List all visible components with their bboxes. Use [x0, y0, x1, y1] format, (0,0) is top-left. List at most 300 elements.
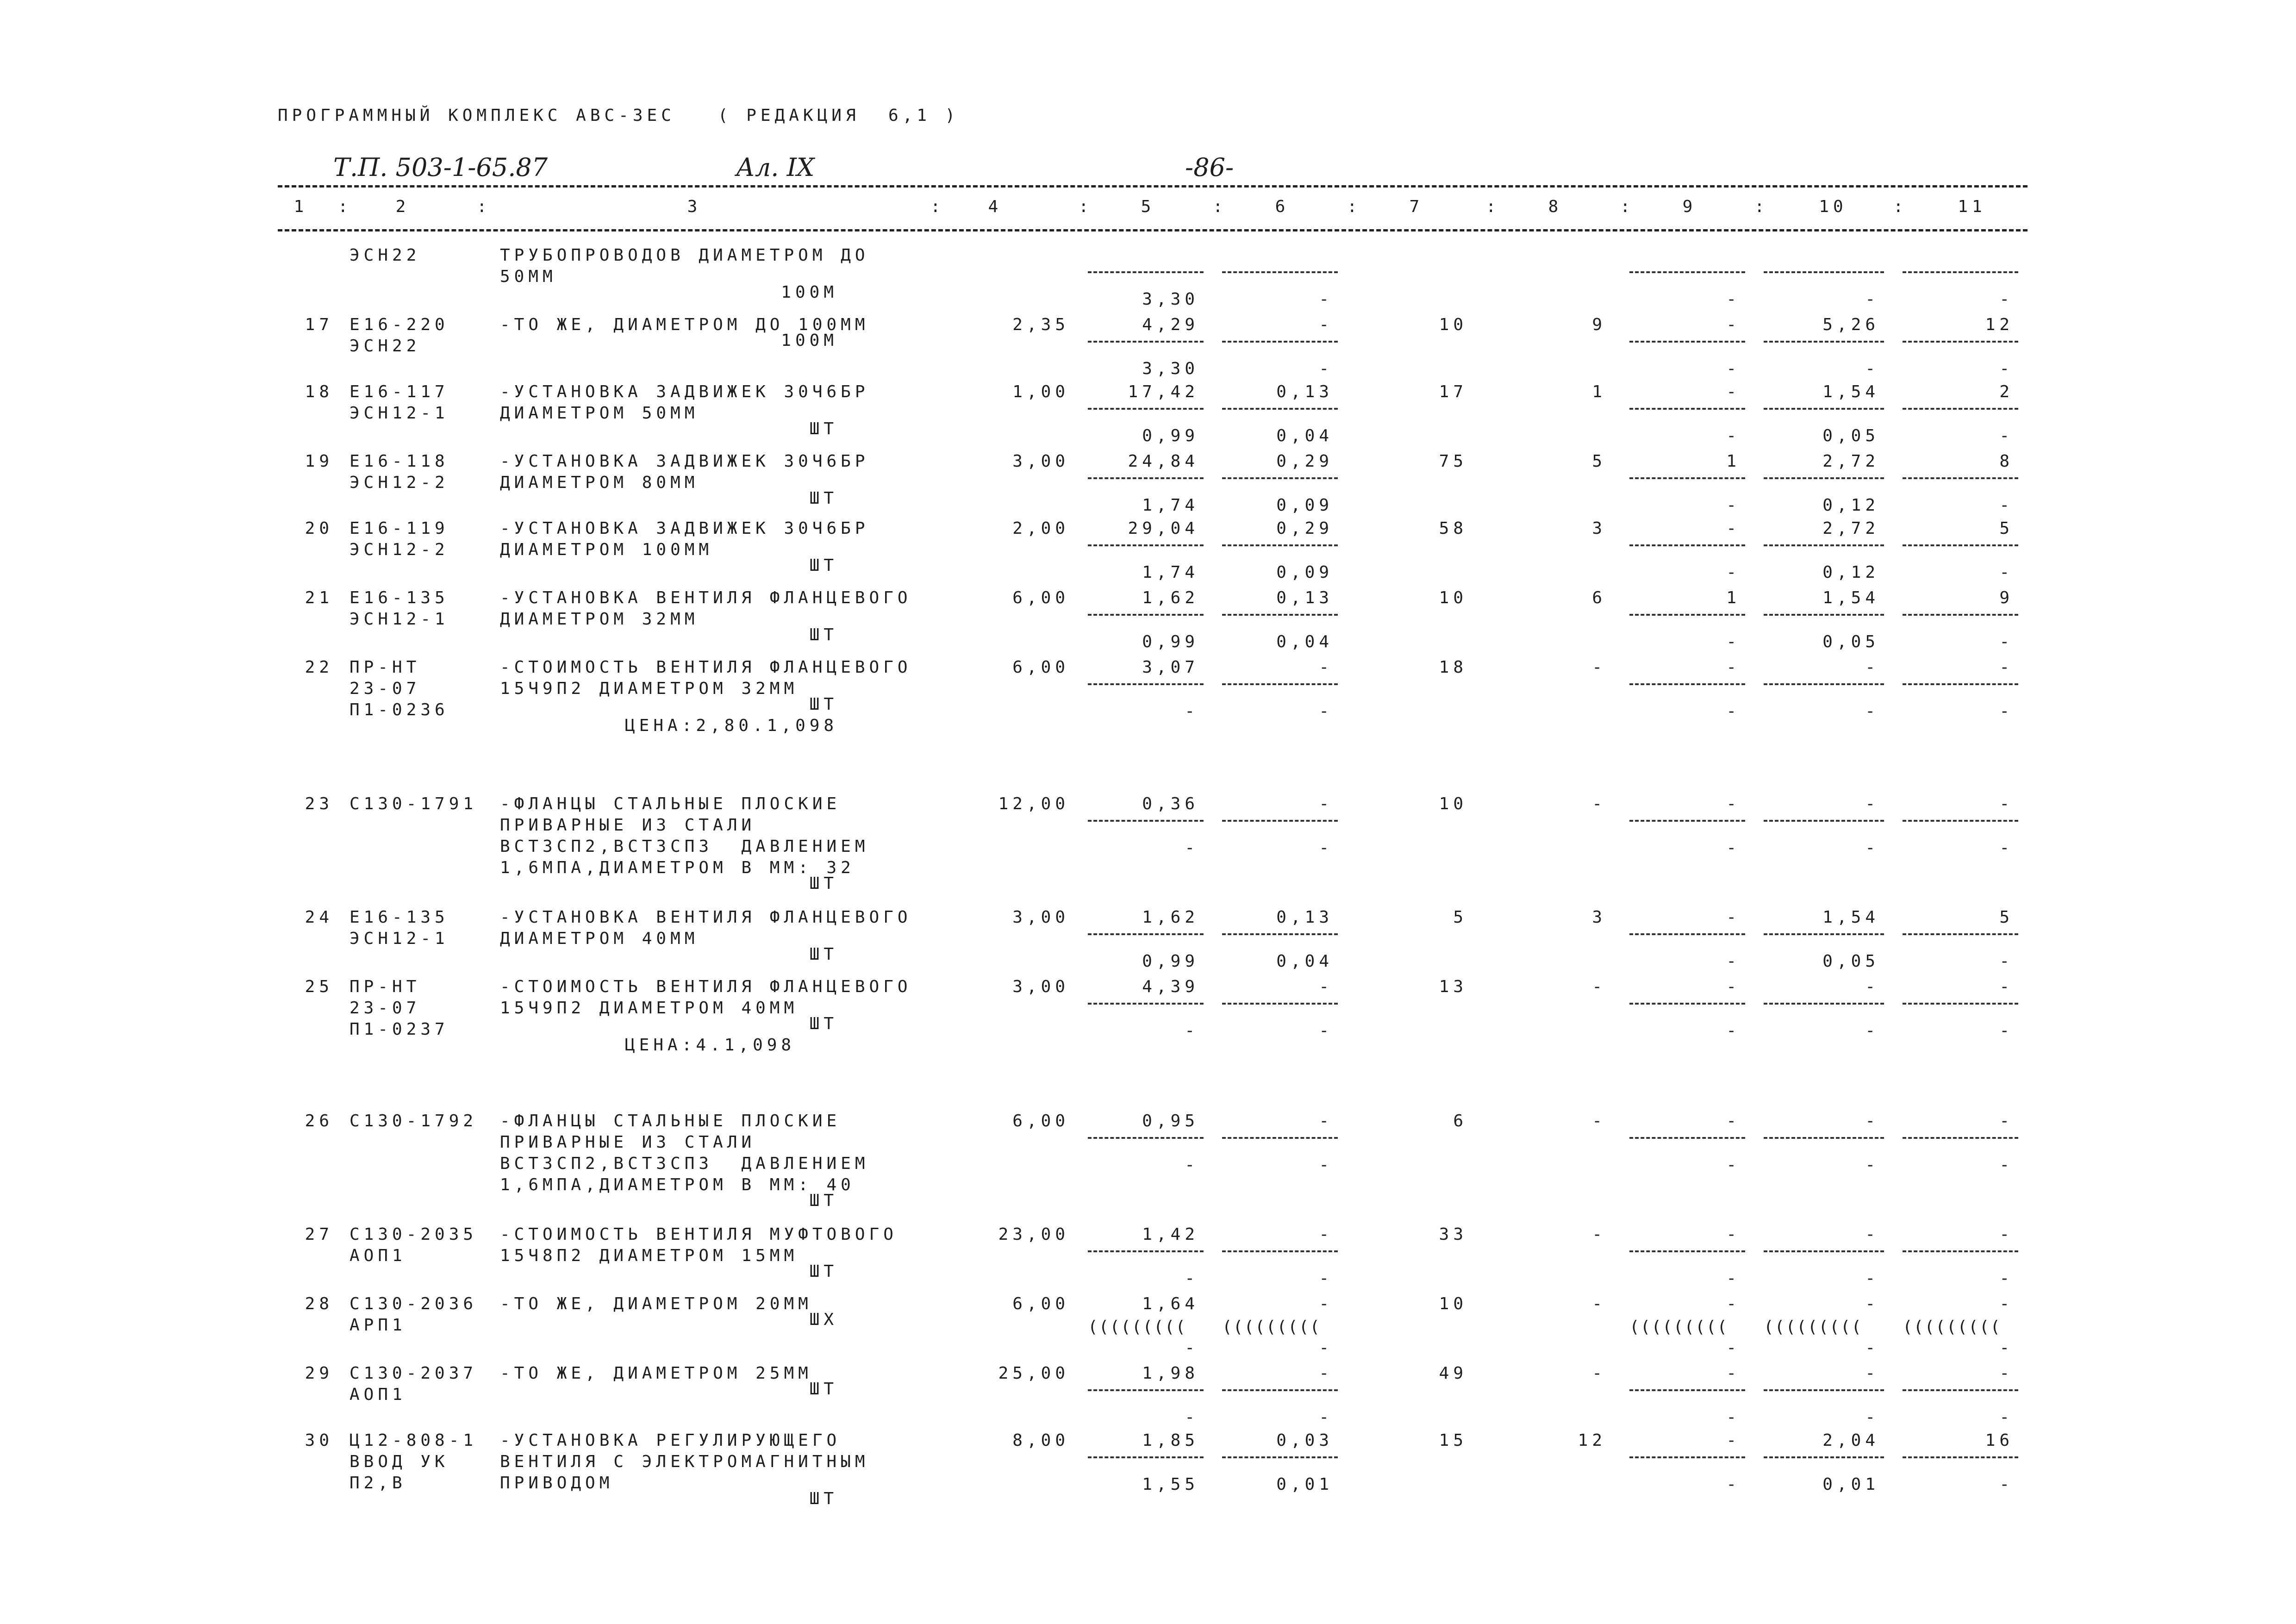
value-c9-second: - [1726, 1338, 1741, 1357]
rate-code: С130-2037 [349, 1364, 478, 1383]
row-number: 21 [305, 588, 333, 607]
rate-code: 23-07 [349, 999, 421, 1018]
value-c11: - [1999, 658, 2014, 677]
dashed-separator: ((((((((( [1903, 1318, 2002, 1337]
value-c10-second: - [1865, 1021, 1879, 1040]
work-name: ВСТ3СП2,ВСТ3СП3 ДАВЛЕНИЕМ [500, 837, 869, 856]
row-number: 24 [305, 908, 333, 927]
row-number: 19 [305, 452, 333, 471]
row-number: 25 [305, 977, 333, 996]
value-c5: 1,98 [1142, 1364, 1199, 1383]
dashed-separator [1903, 820, 2018, 822]
value-c9-second: - [1726, 359, 1741, 378]
value-c5-second: - [1185, 1156, 1199, 1174]
value-c9-second: - [1726, 426, 1741, 445]
document-code: Т.П. 503-1-65.87 [333, 153, 548, 182]
value-c11-second: - [1999, 1156, 2014, 1174]
value-c9-second: - [1726, 952, 1741, 971]
dashed-separator [1764, 271, 1884, 273]
value-c11: - [1999, 1225, 2014, 1244]
quantity: 12,00 [998, 794, 1069, 813]
value-c5: 4,29 [1142, 315, 1199, 334]
value-c10: - [1865, 977, 1879, 996]
dashed-separator [1629, 820, 1745, 822]
rate-code: ЭСН12-2 [349, 473, 449, 492]
value-c11-second: - [1999, 702, 2014, 721]
value-c6: - [1319, 1225, 1333, 1244]
dashed-separator [1903, 408, 2018, 410]
quantity: 6,00 [1012, 1112, 1069, 1131]
value-c6: - [1319, 1364, 1333, 1383]
column-header-10: 10 [1819, 197, 1847, 216]
quantity: 6,00 [1012, 1294, 1069, 1313]
value-c9: - [1726, 1364, 1741, 1383]
value-c5-second: 0,99 [1142, 952, 1199, 971]
unit-price: ЦЕНА:2,80.1,098 [625, 716, 838, 735]
work-name: 15Ч8П2 ДИАМЕТРОМ 15ММ [500, 1246, 799, 1265]
value-c9-second: - [1726, 496, 1741, 515]
dashed-separator [1629, 271, 1745, 273]
value-c7: 15 [1439, 1431, 1467, 1450]
dashed-separator [1764, 1137, 1884, 1139]
column-header-1: 1 [293, 197, 308, 216]
work-name: -УСТАНОВКА ВЕНТИЛЯ ФЛАНЦЕВОГО [500, 588, 912, 607]
work-name: -СТОИМОСТЬ ВЕНТИЛЯ МУФТОВОГО [500, 1225, 898, 1244]
dashed-separator [1629, 341, 1745, 343]
value-c11-second: - [1999, 359, 2014, 378]
rate-code: Е16-220 [349, 315, 449, 334]
value-c9-second: - [1726, 1021, 1741, 1040]
value-c9: - [1726, 794, 1741, 813]
dashed-separator [1629, 1250, 1745, 1252]
column-separator: : [1893, 197, 1908, 216]
unit-of-measure: ШТ [809, 1380, 838, 1399]
value-c11-second: - [1999, 1021, 2014, 1040]
rate-code: Ц12-808-1 [349, 1431, 478, 1450]
rate-code: П2,В [349, 1474, 406, 1493]
dashed-separator [1222, 683, 1338, 685]
value-c11-second: - [1999, 496, 2014, 515]
value-c9: - [1726, 382, 1741, 401]
value-c7: 10 [1439, 794, 1467, 813]
quantity: 2,35 [1012, 315, 1069, 334]
column-header-2: 2 [395, 197, 410, 216]
value-c9-second: - [1726, 1408, 1741, 1427]
work-name: ДИАМЕТРОМ 80ММ [500, 473, 699, 492]
value-c11-second: - [1999, 952, 2014, 971]
value-c10-second: 0,05 [1822, 952, 1879, 971]
value-c6: 0,29 [1276, 452, 1333, 471]
value-c7: 6 [1453, 1112, 1467, 1131]
unit-of-measure: ШТ [809, 489, 838, 508]
value-c11: 8 [1999, 452, 2014, 471]
value-c11: 12 [1985, 315, 2014, 334]
dashed-separator [1222, 408, 1338, 410]
work-name: -УСТАНОВКА ЗАДВИЖЕК 30Ч6БР [500, 452, 869, 471]
value-c11: - [1999, 794, 2014, 813]
value-c5: 29,04 [1128, 519, 1199, 538]
value-c5-second: 1,55 [1142, 1475, 1199, 1494]
value-c11-second: - [1999, 1338, 2014, 1357]
dashed-separator [1222, 614, 1338, 616]
value-c6-second: - [1319, 1156, 1333, 1174]
rate-code: Е16-135 [349, 908, 449, 927]
dashed-separator [1629, 1456, 1745, 1458]
value-c5-second: - [1185, 702, 1199, 721]
column-header-5: 5 [1141, 197, 1155, 216]
value-c10: 1,54 [1822, 908, 1879, 927]
value-c9-second: - [1726, 1475, 1741, 1494]
dashed-separator [1903, 544, 2018, 546]
value-c8: 5 [1592, 452, 1606, 471]
work-name: -УСТАНОВКА ЗАДВИЖЕК 30Ч6БР [500, 519, 869, 538]
dashed-separator [1088, 820, 1204, 822]
value-c11: 16 [1985, 1431, 2014, 1450]
work-name: ПРИВАРНЫЕ ИЗ СТАЛИ [500, 816, 756, 835]
value-c6: - [1319, 977, 1333, 996]
value-c5: 3,07 [1142, 658, 1199, 677]
program-header: ПРОГРАММНЫЙ КОМПЛЕКС АВС-ЗЕС ( РЕДАКЦИЯ 6,1 ) [278, 106, 960, 125]
value-c5-second: 1,74 [1142, 563, 1199, 582]
work-name: 15Ч9П2 ДИАМЕТРОМ 40ММ [500, 999, 799, 1018]
rate-code: ЭСН12-1 [349, 404, 449, 423]
dashed-separator [1764, 820, 1884, 822]
value-c6-second: 0,04 [1276, 952, 1333, 971]
column-separator: : [1754, 197, 1769, 216]
dashed-separator [1629, 614, 1745, 616]
unit-of-measure: ШТ [809, 874, 838, 893]
value-c11-second: - [1999, 563, 2014, 582]
value-c9-second: - [1726, 632, 1741, 651]
work-name: -СТОИМОСТЬ ВЕНТИЛЯ ФЛАНЦЕВОГО [500, 977, 912, 996]
dashed-separator: ((((((((( [1764, 1318, 1863, 1337]
dashed-separator [1088, 271, 1204, 273]
value-c5-second: - [1185, 1338, 1199, 1357]
value-c10-second: - [1865, 838, 1879, 857]
value-c5-second: 3,30 [1142, 290, 1199, 309]
value-c6: - [1319, 658, 1333, 677]
row-number: 23 [305, 794, 333, 813]
work-name: ПРИВОДОМ [500, 1474, 614, 1493]
rate-code: Е16-117 [349, 382, 449, 401]
column-header-6: 6 [1275, 197, 1290, 216]
value-c10-second: - [1865, 1338, 1879, 1357]
value-c9: - [1726, 315, 1741, 334]
value-c8: 9 [1592, 315, 1606, 334]
rate-code: ЭСН12-1 [349, 610, 449, 629]
rate-code: С130-2035 [349, 1225, 478, 1244]
value-c5: 0,36 [1142, 794, 1199, 813]
value-c9-second: - [1726, 838, 1741, 857]
rate-code: ПР-НТ [349, 658, 421, 677]
dashed-separator [1764, 477, 1884, 479]
value-c5: 17,42 [1128, 382, 1199, 401]
column-header-7: 7 [1409, 197, 1424, 216]
column-separator: : [1620, 197, 1635, 216]
value-c11: 2 [1999, 382, 2014, 401]
value-c5-second: - [1185, 1408, 1199, 1427]
value-c10-second: 0,01 [1822, 1475, 1879, 1494]
value-c6-second: - [1319, 702, 1333, 721]
value-c10-second: - [1865, 290, 1879, 309]
value-c11: 5 [1999, 519, 2014, 538]
unit-of-measure: ШТ [809, 419, 838, 438]
dashed-separator [1903, 1389, 2018, 1391]
dashed-separator [1222, 1456, 1338, 1458]
value-c9-second: - [1726, 1156, 1741, 1174]
work-name: ДИАМЕТРОМ 50ММ [500, 404, 699, 423]
value-c10-second: - [1865, 359, 1879, 378]
quantity: 23,00 [998, 1225, 1069, 1244]
work-name: ДИАМЕТРОМ 100ММ [500, 540, 713, 559]
value-c5: 24,84 [1128, 452, 1199, 471]
dashed-separator [1764, 933, 1884, 935]
value-c10: - [1865, 1364, 1879, 1383]
work-name: 15Ч9П2 ДИАМЕТРОМ 32ММ [500, 679, 799, 698]
value-c10: 2,04 [1822, 1431, 1879, 1450]
value-c8: - [1592, 1225, 1606, 1244]
work-name: -ФЛАНЦЫ СТАЛЬНЫЕ ПЛОСКИЕ [500, 794, 841, 813]
rate-code: ЭСН12-1 [349, 929, 449, 948]
value-c10-second: 0,12 [1822, 563, 1879, 582]
value-c11: - [1999, 1294, 2014, 1313]
column-header-4: 4 [988, 197, 1003, 216]
dashed-separator [1088, 1003, 1204, 1005]
dashed-separator [1222, 1137, 1338, 1139]
value-c8: 12 [1578, 1431, 1606, 1450]
dashed-separator [1629, 1389, 1745, 1391]
rate-code: С130-2036 [349, 1294, 478, 1313]
value-c8: - [1592, 977, 1606, 996]
dashed-separator [1764, 408, 1884, 410]
column-header-11: 11 [1958, 197, 1986, 216]
value-c10-second: 0,05 [1822, 632, 1879, 651]
rate-code: ЭСН12-2 [349, 540, 449, 559]
value-c6: 0,03 [1276, 1431, 1333, 1450]
work-name: 1,6МПА,ДИАМЕТРОМ В ММ: 32 [500, 858, 855, 877]
rate-code: П1-0237 [349, 1020, 449, 1039]
value-c6: 0,13 [1276, 382, 1333, 401]
unit-of-measure: 100М [781, 283, 838, 302]
column-separator: : [1486, 197, 1500, 216]
work-name: -УСТАНОВКА ЗАДВИЖЕК 30Ч6БР [500, 382, 869, 401]
quantity: 6,00 [1012, 588, 1069, 607]
dashed-separator [1222, 1003, 1338, 1005]
quantity: 25,00 [998, 1364, 1069, 1383]
dashed-separator [1629, 408, 1745, 410]
value-c8: 3 [1592, 519, 1606, 538]
value-c10: - [1865, 658, 1879, 677]
dashed-separator [1088, 933, 1204, 935]
dashed-separator [1222, 820, 1338, 822]
rate-code: АРП1 [349, 1316, 406, 1335]
value-c10-second: - [1865, 1269, 1879, 1288]
row-number: 27 [305, 1225, 333, 1244]
value-c9: 1 [1726, 588, 1741, 607]
header-bottom-rule [278, 229, 2028, 231]
unit-price: ЦЕНА:4.1,098 [625, 1036, 796, 1055]
dashed-separator [1764, 683, 1884, 685]
value-c9: - [1726, 908, 1741, 927]
rate-code: ПР-НТ [349, 977, 421, 996]
value-c9-second: - [1726, 702, 1741, 721]
column-separator: : [1347, 197, 1361, 216]
value-c8: 1 [1592, 382, 1606, 401]
work-name: ДИАМЕТРОМ 32ММ [500, 610, 699, 629]
value-c7: 49 [1439, 1364, 1467, 1383]
work-name: ВЕНТИЛЯ С ЭЛЕКТРОМАГНИТНЫМ [500, 1452, 869, 1471]
value-c9: - [1726, 977, 1741, 996]
quantity: 6,00 [1012, 658, 1069, 677]
quantity: 2,00 [1012, 519, 1069, 538]
dashed-separator [1088, 341, 1204, 343]
work-name: 50ММ [500, 267, 557, 286]
value-c10-second: 0,05 [1822, 426, 1879, 445]
value-c11: - [1999, 1364, 2014, 1383]
dashed-separator [1088, 544, 1204, 546]
rate-code: АОП1 [349, 1246, 406, 1265]
value-c6-second: 0,04 [1276, 632, 1333, 651]
value-c9: 1 [1726, 452, 1741, 471]
value-c10: 1,54 [1822, 588, 1879, 607]
column-separator: : [1213, 197, 1227, 216]
value-c10: 1,54 [1822, 382, 1879, 401]
dashed-separator [1222, 1389, 1338, 1391]
value-c10: - [1865, 1294, 1879, 1313]
quantity: 3,00 [1012, 977, 1069, 996]
row-number: 18 [305, 382, 333, 401]
rate-code: 23-07 [349, 679, 421, 698]
value-c9: - [1726, 519, 1741, 538]
value-c10: - [1865, 1112, 1879, 1131]
dashed-separator [1088, 1389, 1204, 1391]
rate-code: ВВОД УК [349, 1452, 449, 1471]
rate-code: Е16-119 [349, 519, 449, 538]
value-c6-second: - [1319, 838, 1333, 857]
value-c9: - [1726, 1225, 1741, 1244]
dashed-separator [1222, 1250, 1338, 1252]
dashed-separator [1222, 477, 1338, 479]
value-c10-second: 0,12 [1822, 496, 1879, 515]
value-c7: 5 [1453, 908, 1467, 927]
work-name: -СТОИМОСТЬ ВЕНТИЛЯ ФЛАНЦЕВОГО [500, 658, 912, 677]
album-label: Ал. IX [736, 153, 815, 182]
value-c7: 58 [1439, 519, 1467, 538]
value-c11: 5 [1999, 908, 2014, 927]
dashed-separator [1903, 1250, 2018, 1252]
unit-of-measure: ШТ [809, 695, 838, 714]
value-c6: 0,13 [1276, 588, 1333, 607]
dashed-separator [1764, 1250, 1884, 1252]
row-number: 28 [305, 1294, 333, 1313]
value-c11: - [1999, 977, 2014, 996]
work-name: -ТО ЖЕ, ДИАМЕТРОМ ДО 100ММ [500, 315, 869, 334]
column-separator: : [1079, 197, 1093, 216]
value-c11-second: - [1999, 1269, 2014, 1288]
unit-of-measure: ШТ [809, 625, 838, 644]
value-c6-second: 0,04 [1276, 426, 1333, 445]
value-c7: 18 [1439, 658, 1467, 677]
value-c7: 17 [1439, 382, 1467, 401]
rate-code: АОП1 [349, 1385, 406, 1404]
dashed-separator [1903, 1137, 2018, 1139]
value-c5-second: - [1185, 1021, 1199, 1040]
row-number: 22 [305, 658, 333, 677]
value-c10-second: - [1865, 1156, 1879, 1174]
value-c11-second: - [1999, 426, 2014, 445]
dashed-separator: ((((((((( [1222, 1318, 1321, 1337]
work-name: ВСТ3СП2,ВСТ3СП3 ДАВЛЕНИЕМ [500, 1154, 869, 1173]
column-header-3: 3 [687, 197, 702, 216]
rate-code: ЭСН22 [349, 337, 421, 356]
unit-of-measure: ШХ [809, 1310, 838, 1329]
dashed-separator [1088, 683, 1204, 685]
value-c6: - [1319, 1294, 1333, 1313]
unit-of-measure: 100М [781, 331, 838, 350]
quantity: 1,00 [1012, 382, 1069, 401]
value-c8: 3 [1592, 908, 1606, 927]
value-c5: 1,62 [1142, 588, 1199, 607]
value-c8: - [1592, 794, 1606, 813]
value-c6-second: - [1319, 1269, 1333, 1288]
row-number: 26 [305, 1112, 333, 1131]
row-number: 29 [305, 1364, 333, 1383]
rate-code: С130-1791 [349, 794, 478, 813]
value-c6-second: - [1319, 1021, 1333, 1040]
dashed-separator [1222, 933, 1338, 935]
dashed-separator [1629, 544, 1745, 546]
dashed-separator [1088, 1250, 1204, 1252]
dashed-separator [1764, 341, 1884, 343]
rate-code: С130-1792 [349, 1112, 478, 1131]
dashed-separator [1764, 1389, 1884, 1391]
value-c5-second: 0,99 [1142, 632, 1199, 651]
column-separator: : [930, 197, 945, 216]
row-number: 20 [305, 519, 333, 538]
value-c7: 10 [1439, 315, 1467, 334]
value-c10: - [1865, 794, 1879, 813]
unit-of-measure: ШТ [809, 556, 838, 575]
rate-code: П1-0236 [349, 700, 449, 719]
dashed-separator [1903, 1003, 2018, 1005]
value-c6-second: 0,01 [1276, 1475, 1333, 1494]
rate-code: Е16-135 [349, 588, 449, 607]
quantity: 8,00 [1012, 1431, 1069, 1450]
work-name: ТРУБОПРОВОДОВ ДИАМЕТРОМ ДО [500, 246, 869, 265]
dashed-separator [1903, 477, 2018, 479]
dashed-separator [1903, 933, 2018, 935]
work-name: -ТО ЖЕ, ДИАМЕТРОМ 25ММ [500, 1364, 812, 1383]
value-c11: - [1999, 1112, 2014, 1131]
dashed-separator [1088, 408, 1204, 410]
dashed-separator [1629, 477, 1745, 479]
row-number: 30 [305, 1431, 333, 1450]
value-c6-second: - [1319, 290, 1333, 309]
value-c11-second: - [1999, 1475, 2014, 1494]
work-name: 1,6МПА,ДИАМЕТРОМ В ММ: 40 [500, 1175, 855, 1194]
value-c6: - [1319, 1112, 1333, 1131]
value-c6-second: 0,09 [1276, 563, 1333, 582]
column-header-8: 8 [1548, 197, 1563, 216]
rate-code: Е16-118 [349, 452, 449, 471]
header-top-rule [278, 185, 2028, 187]
unit-of-measure: ШТ [809, 1191, 838, 1210]
value-c7: 75 [1439, 452, 1467, 471]
value-c9: - [1726, 1294, 1741, 1313]
value-c5: 1,62 [1142, 908, 1199, 927]
value-c6: 0,13 [1276, 908, 1333, 927]
column-separator: : [477, 197, 491, 216]
